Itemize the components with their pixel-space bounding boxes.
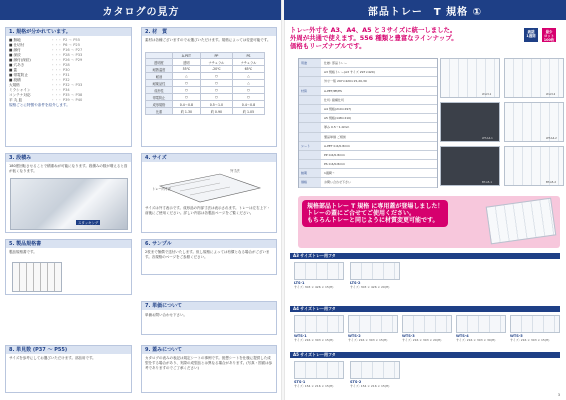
- material-cell: 55℃: [172, 66, 200, 73]
- size-inner-label: トレー内寸法: [152, 187, 172, 191]
- material-cell: ○: [232, 87, 264, 94]
- lid-product: [348, 315, 398, 345]
- photo-label-5: BT-A5-1: [482, 181, 493, 184]
- min-lot-label: 最少: [545, 30, 553, 34]
- material-cell: 成形規格: [146, 101, 173, 108]
- spec-key: 用途: [299, 59, 321, 67]
- section-price: [141, 301, 277, 335]
- section-material: [141, 27, 277, 147]
- spec-row: [299, 77, 437, 86]
- page-number: 3: [557, 393, 560, 397]
- lid-product-image: [350, 262, 400, 280]
- lid-product-name: STS-1: [294, 380, 306, 384]
- material-row: [146, 101, 265, 108]
- spec-value: A4 規格(210×297): [324, 106, 352, 111]
- lid-product-name: WTS-3: [402, 334, 415, 338]
- product-photo-4: [504, 102, 564, 142]
- standards-item-range: ・・・ P39 〜 P40: [51, 98, 83, 102]
- material-cell: ○: [172, 87, 200, 94]
- standards-item-label: ■ 縁付(深絞): [9, 58, 31, 62]
- spec-sheet-image: [12, 262, 62, 292]
- section-spec-sheet-title: 5. 製品規格書: [6, 240, 131, 248]
- product-photo-2: [504, 58, 564, 98]
- product-photo-grid: [440, 58, 564, 188]
- promo-line-2: トレーの蓋にご合せてご使用ください。: [307, 210, 416, 217]
- spec-key: [299, 151, 321, 159]
- standards-item-label: ■ 帯電防止: [9, 73, 28, 77]
- material-cell: ○: [200, 94, 232, 101]
- lid-product-size: サイズ: 216 × 303 × 20(H): [402, 338, 442, 342]
- size-outer-label: 外寸法: [230, 169, 240, 173]
- standards-item-range: ・・・ P16 〜 P27: [51, 48, 83, 52]
- lid-product-image: [294, 361, 344, 379]
- right-header-title: 部品トレー T 規格 ①: [367, 6, 483, 18]
- price-description: 単価お問い合わせ下さい。: [145, 313, 187, 317]
- material-cell: 耐油: [146, 73, 173, 80]
- standards-item-range: ・・・ P31: [51, 73, 70, 77]
- spec-key: [299, 105, 321, 113]
- section-unit-count: [5, 345, 132, 393]
- standards-item-range: ・・・ P34: [51, 88, 70, 92]
- lid-product-size: サイズ: 216 × 303 × 30(H): [456, 338, 496, 342]
- spec-value: A-PET 0.6/0.8mm: [324, 143, 350, 148]
- lid-product-name: WTS-1: [294, 334, 307, 338]
- spec-row: [299, 133, 437, 142]
- standards-item-range: ・・・ P32 〜 P33: [51, 83, 83, 87]
- section-price-title: 7. 単価について: [142, 302, 276, 310]
- standards-item-label: ■ 縁付: [9, 48, 21, 52]
- stacking-description: 180度回転させることで積重ねが可能になります。段積みの数が増えると嵩が低くなります。: [9, 164, 128, 173]
- standards-item-label: ■ 仕切付: [9, 43, 25, 47]
- material-row: [146, 66, 265, 73]
- spec-value: 厚み 0.5〜1.0mm: [324, 125, 350, 130]
- spec-row: [299, 96, 437, 105]
- lid-product-size: サイズ: 154 × 216 × 15(H): [350, 384, 390, 388]
- lid-product-image: [456, 315, 506, 333]
- lead-time-label: 納期: [527, 30, 535, 34]
- material-cell: 約 1.05: [232, 108, 264, 115]
- spec-sheet-description: 製品規格書です。: [9, 250, 37, 254]
- standards-item-label: ■ 穴あき: [9, 63, 25, 67]
- material-col-header: PP: [200, 53, 232, 59]
- promo-line-3: もちろんトレーと同じように材質変更可能です。: [307, 217, 439, 224]
- material-row: [146, 94, 265, 101]
- lid-product-size: サイズ: 303 × 426 × 15(H): [294, 285, 334, 289]
- spec-row: [299, 142, 437, 151]
- spec-value: A5 規格(148×210): [324, 116, 352, 121]
- standards-item-label: ■ 蓋: [9, 68, 18, 72]
- material-description: 素材は各種ございますのでお選びいただけます。規格によっては変更可能です。: [145, 38, 271, 42]
- material-cell: 成形性: [146, 87, 173, 94]
- stacking-label: スタッキング: [78, 221, 99, 225]
- section-stacking-title: 3. 段積み: [6, 154, 131, 162]
- spec-row: [299, 114, 437, 123]
- standards-item-range: ・・・ P35 〜 P38: [51, 93, 83, 97]
- spec-key: [299, 96, 321, 104]
- material-cell: 帯電防止: [146, 94, 173, 101]
- lid-product: [350, 361, 400, 391]
- a3-lid-strip: A3 サイズトレー用フタ: [290, 253, 560, 259]
- photo-label-3: WT-A4-1: [482, 137, 493, 140]
- spec-value: PS 0.6/0.8mm: [324, 162, 346, 167]
- lid-product-size: サイズ: 216 × 303 × 15(H): [294, 338, 334, 342]
- standards-item-label: ■ 深絞: [9, 53, 21, 57]
- lid-product-image: [348, 315, 398, 333]
- spec-row: [299, 178, 437, 187]
- material-cell: 約 0.90: [200, 108, 232, 115]
- min-lot-unit: ロット: [543, 34, 555, 38]
- standards-item-label: ■ 段積: [9, 78, 21, 82]
- lid-product: [294, 262, 344, 292]
- spec-row: [299, 68, 437, 77]
- spec-row: [299, 123, 437, 132]
- lid-product-size: サイズ: 216 × 303 × 15(H): [510, 338, 550, 342]
- left-header-bar: [0, 0, 282, 20]
- lid-product: [510, 315, 560, 345]
- lid-product-image: [510, 315, 560, 333]
- lead-time-badge: [524, 28, 538, 42]
- standards-item-range: ・・・ P28 〜 P33: [51, 53, 83, 57]
- photo-label-1: LT-A3-1: [482, 93, 492, 96]
- spec-key: 納期: [299, 169, 321, 177]
- spec-value: PP 0.6/0.8mm: [324, 152, 345, 157]
- section-unit-count-title: 8. 単見数 (P37 〜 P55): [6, 346, 131, 354]
- product-photo-5: [440, 146, 500, 186]
- material-col-header: A-PET: [172, 53, 200, 59]
- material-cell: ○: [232, 94, 264, 101]
- section-standards-title: 1. 規格が分かれています。: [6, 28, 131, 36]
- material-row: [146, 73, 265, 80]
- photo-label-6: BT-A5-2: [546, 181, 557, 184]
- material-cell: 0.4〜0.8: [232, 101, 264, 108]
- lid-product-name: LTS-2: [350, 281, 361, 285]
- material-cell: ナチュラル: [232, 59, 264, 66]
- material-cell: ○: [200, 73, 232, 80]
- section-sample-title: 6. サンプル: [142, 240, 276, 248]
- material-cell: △: [232, 73, 264, 80]
- standards-item-label: ■ 無地: [9, 38, 21, 42]
- lid-promo-box: [298, 196, 560, 248]
- lid-product: [350, 262, 400, 292]
- material-row: [146, 59, 265, 66]
- spec-key: [299, 123, 321, 131]
- spec-value: 製品単価 ご相談: [324, 134, 346, 139]
- intro-line-2: 外周が共通で使えます。556 種類と豊富なラインナップ。: [290, 34, 458, 42]
- material-cell: 0.5〜1.0: [200, 101, 232, 108]
- spec-value: 仕切: 縦横仕切: [324, 97, 344, 102]
- spec-value: A3 規格トレー(A3 サイズ 297×420): [324, 70, 375, 75]
- material-row: [146, 80, 265, 87]
- spec-key: [299, 133, 321, 141]
- sample-description: 2枚まで無償で送付いたします。但し規格によっては有償となる場合がございます。各規格のページをご参照ください。: [145, 250, 270, 259]
- lid-product: [456, 315, 506, 345]
- left-page: [0, 0, 282, 400]
- material-cell: 65℃: [232, 66, 264, 73]
- standards-item-label: コンテナ対応: [9, 93, 31, 97]
- lid-product-image: [402, 315, 452, 333]
- size-description: サイズは外寸表示です。成形品の内部寸法は表示されます。トレーは左右上下・前後にご使用ください。詳しい内容は各製品ページをご覧ください。: [145, 206, 271, 215]
- spec-row: [299, 105, 437, 114]
- standards-item-range: ・・・ P6 〜 P25: [51, 43, 80, 47]
- lid-product-size: サイズ: 303 × 426 × 20(H): [350, 285, 390, 289]
- section-size: [141, 153, 277, 233]
- spec-value: お問い合わせ下さい: [324, 180, 352, 185]
- spec-row: [299, 87, 437, 96]
- spec-table: [298, 58, 438, 188]
- lid-product-name: WTS-4: [456, 334, 469, 338]
- right-page: [284, 0, 566, 400]
- spec-value: 1週間〜: [324, 171, 335, 176]
- a5-lid-strip: A5 サイズトレー用フタ: [290, 352, 560, 358]
- spec-key: シート: [299, 142, 321, 150]
- standards-item-range: ・・・ P30: [51, 68, 70, 72]
- material-cell: ○: [200, 87, 232, 94]
- standards-item-range: ・・・ P28: [51, 63, 70, 67]
- section-stacking: [5, 153, 132, 233]
- standards-note: 規格ごとに特徴や条件を紹介します。: [9, 103, 70, 107]
- material-cell: △: [232, 80, 264, 87]
- material-cell: 透明度: [146, 59, 173, 66]
- spec-key: [299, 160, 321, 168]
- photo-label-2: LT-A3-2: [546, 93, 556, 96]
- section-size-title: 4. サイズ: [142, 154, 276, 162]
- lid-product-name: WTS-5: [510, 334, 523, 338]
- lid-product: [294, 315, 344, 345]
- left-header-title: カタログの見方: [102, 6, 180, 18]
- material-cell: 透明: [172, 59, 200, 66]
- promo-line-1: 規格部品トレー T 規格 に専用蓋が登場しました！: [307, 203, 444, 210]
- lid-product-image: [294, 262, 344, 280]
- lid-product-name: STS-2: [350, 380, 362, 384]
- section-lid-title: 9. 蓋みについて: [142, 346, 276, 354]
- spec-key: [299, 114, 321, 122]
- spec-value: 外寸一般 297×420×15,20,30: [324, 79, 367, 84]
- material-cell: 0.4〜0.8: [172, 101, 200, 108]
- lid-promo-title: [302, 200, 448, 227]
- product-photo-3: [440, 102, 500, 142]
- material-cell: ○: [200, 80, 232, 87]
- spec-key: 価格: [299, 178, 321, 186]
- spec-row: [299, 169, 437, 178]
- material-row: [146, 87, 265, 94]
- intro-line-3: 価格もリーズナブルです。: [290, 42, 366, 50]
- section-sample: [141, 239, 277, 275]
- lid-product-size: サイズ: 154 × 216 × 15(H): [294, 384, 334, 388]
- spec-key: [299, 68, 321, 76]
- section-spec-sheet: [5, 239, 132, 295]
- product-photo-1: [440, 58, 500, 98]
- standards-item-label: 大規格: [9, 83, 20, 87]
- lid-product-name: WTS-2: [348, 334, 361, 338]
- min-lot-badge: [542, 28, 556, 42]
- intro-text: [290, 26, 458, 50]
- product-photo-6: [504, 146, 564, 186]
- lead-time-value: 1週間: [526, 34, 536, 38]
- spec-key: [299, 77, 321, 85]
- standards-item-range: ・・・ P26 〜 P29: [51, 58, 83, 62]
- standards-list: [6, 36, 131, 103]
- standards-item-label: 平 丸 皿: [9, 98, 23, 102]
- standards-item-label: ミラシャイン: [9, 88, 31, 92]
- material-cell: ○: [172, 94, 200, 101]
- promo-lid-photo: [486, 198, 557, 245]
- material-table: [145, 52, 265, 115]
- standards-item-range: ・・・ P2 〜 P55: [51, 38, 80, 42]
- material-cell: 耐薬品性: [146, 80, 173, 87]
- spec-value: 仕様: 部品トレー: [324, 61, 347, 65]
- a4-lid-strip: A4 サイズトレー用フタ: [290, 306, 560, 312]
- spec-value: A-PET/PP/PS: [324, 88, 342, 93]
- lid-product: [294, 361, 344, 391]
- material-cell: ナチュラル: [200, 59, 232, 66]
- material-cell: △: [172, 73, 200, 80]
- standards-item-range: ・・・ P32: [51, 78, 70, 82]
- lid-product: [402, 315, 452, 345]
- spec-row: [299, 160, 437, 169]
- material-cell: 耐熱温度: [146, 66, 173, 73]
- section-material-title: 2. 材 質: [142, 28, 276, 36]
- spec-row: [299, 59, 437, 68]
- material-cell: 比重: [146, 108, 173, 115]
- section-lid: [141, 345, 277, 393]
- spec-row: [299, 151, 437, 160]
- photo-label-4: WT-A4-2: [546, 137, 557, 140]
- lid-product-size: サイズ: 216 × 303 × 15(H): [348, 338, 388, 342]
- material-col-header: PS: [232, 53, 264, 59]
- spec-key: 材質: [299, 87, 321, 95]
- intro-line-1: トレー外寸を A3、A4、A5 と３サイズに統一しました。: [290, 26, 457, 34]
- material-cell: -20℃: [200, 66, 232, 73]
- lid-product-image: [350, 361, 400, 379]
- right-header-bar: [284, 0, 566, 20]
- material-cell: ○: [172, 80, 200, 87]
- unit-count-description: サイズを参考にしてお選びいただけます。部品用です。: [9, 356, 96, 360]
- material-row: [146, 108, 265, 115]
- lid-product-image: [294, 315, 344, 333]
- section-standards: [5, 27, 132, 147]
- material-cell: 約 1.30: [172, 108, 200, 115]
- lid-product-name: LTS-1: [294, 281, 305, 285]
- stacking-photo: [10, 178, 128, 230]
- min-lot-value: 100枚: [543, 38, 555, 42]
- lid-description: カタログの表みの表記は規定シートの事例です。仮想シートを仕様に提供した成型をする場合があり、実際の成型品とは異なる場合があります。(写真・図面は参考でありますのでご了承ください): [145, 356, 273, 370]
